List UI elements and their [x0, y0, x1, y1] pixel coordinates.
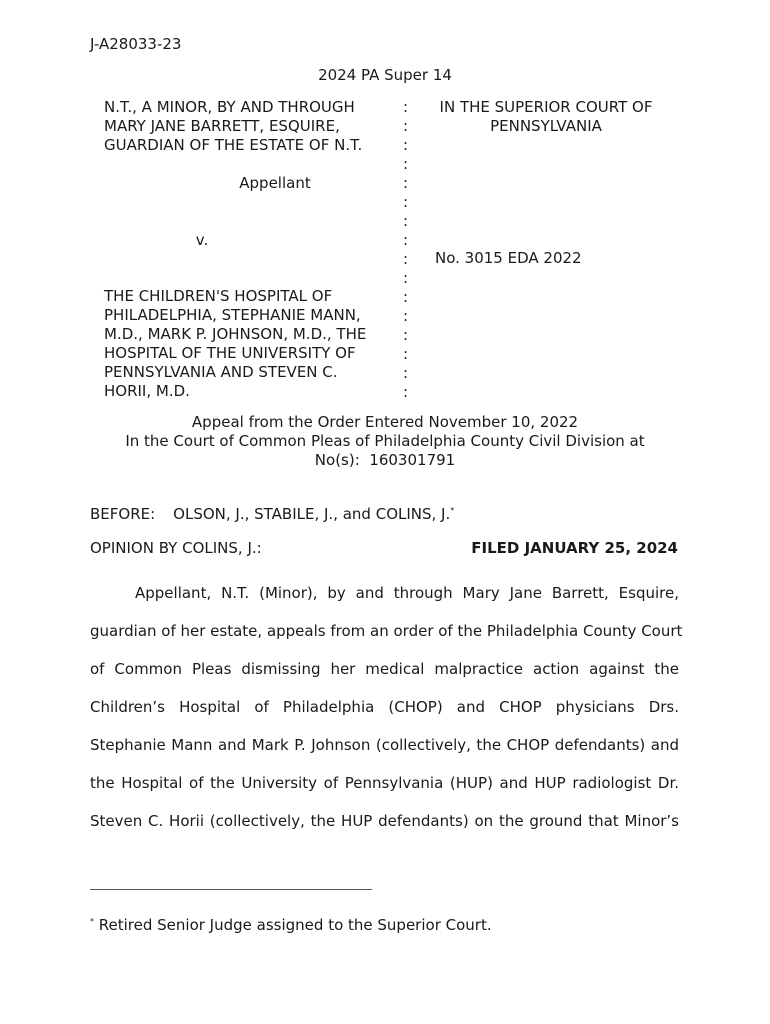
separator: : — [403, 155, 409, 173]
appeal-line: No(s): 160301791 — [314, 451, 456, 469]
body-line: of Common Pleas dismissing her medical malpractice action against the — [90, 660, 679, 678]
appeal-info — [0, 413, 770, 470]
before-label: BEFORE: — [90, 505, 156, 523]
footnote-marker: * — [90, 917, 94, 926]
appellee-caption — [104, 287, 366, 401]
appellant-line: N.T., A MINOR, BY AND THROUGH — [104, 98, 355, 116]
separator: : — [403, 364, 409, 382]
opinion-author: OPINION BY COLINS, J.: — [90, 539, 262, 557]
separator: : — [403, 288, 409, 306]
panel-line — [90, 501, 454, 524]
body-line: Stephanie Mann and Mark P. Johnson (collectively, the CHOP defendants) and — [90, 736, 679, 754]
appellee-line: THE CHILDREN'S HOSPITAL OF — [104, 287, 333, 305]
appeal-line: In the Court of Common Pleas of Philadelphia County Civil Division at — [125, 432, 645, 450]
body-line: Appellant, N.T. (Minor), by and through Mary Jane Barrett, Esquire, — [135, 584, 679, 602]
separator: : — [403, 326, 409, 344]
body-line: Steven C. Horii (collectively, the HUP defendants) on the ground that Minor’s — [90, 812, 679, 830]
appellee-line: HOSPITAL OF THE UNIVERSITY OF — [104, 344, 356, 362]
separator: : — [403, 231, 409, 249]
separator: : — [403, 174, 409, 192]
separator: : — [403, 117, 409, 135]
caption-separator-column — [403, 98, 408, 402]
versus-label: v. — [195, 231, 209, 249]
court-line: PENNSYLVANIA — [490, 117, 602, 135]
filed-date: FILED JANUARY 25, 2024 — [471, 539, 678, 557]
appellant-caption — [104, 98, 362, 155]
separator: : — [403, 269, 409, 287]
separator: : — [403, 136, 409, 154]
appellee-line: M.D., MARK P. JOHNSON, M.D., THE — [104, 325, 367, 343]
court-name — [435, 98, 657, 136]
appellee-line: PENNSYLVANIA AND STEVEN C. — [104, 363, 338, 381]
separator: : — [403, 383, 409, 401]
case-citation: 2024 PA Super 14 — [318, 66, 452, 84]
separator: : — [403, 212, 409, 230]
docket-number: No. 3015 EDA 2022 — [435, 249, 582, 267]
docket-id: J-A28033-23 — [90, 35, 182, 53]
appellee-line: HORII, M.D. — [104, 382, 190, 400]
separator: : — [403, 250, 409, 268]
appellee-line: PHILADELPHIA, STEPHANIE MANN, — [104, 306, 361, 324]
separator: : — [403, 98, 409, 116]
appellant-line: GUARDIAN OF THE ESTATE OF N.T. — [104, 136, 363, 154]
body-line: guardian of her estate, appeals from an order of the Philadelphia County Court — [90, 622, 683, 640]
footnote-text: Retired Senior Judge assigned to the Superior Court. — [94, 916, 492, 934]
separator: : — [403, 193, 409, 211]
footnote-marker: * — [450, 506, 455, 515]
appellant-role: Appellant — [239, 174, 311, 192]
court-line: IN THE SUPERIOR COURT OF — [439, 98, 653, 116]
separator: : — [403, 345, 409, 363]
body-line: the Hospital of the University of Pennsylvania (HUP) and HUP radiologist Dr. — [90, 774, 679, 792]
body-line: Children’s Hospital of Philadelphia (CHOP) and CHOP physicians Drs. — [90, 698, 679, 716]
opinion-body — [90, 574, 683, 840]
appeal-line: Appeal from the Order Entered November 10, 2022 — [191, 413, 579, 431]
panel-judges: OLSON, J., STABILE, J., and COLINS, J. — [173, 505, 451, 523]
footnote-divider — [90, 889, 372, 890]
separator: : — [403, 307, 409, 325]
appellant-line: MARY JANE BARRETT, ESQUIRE, — [104, 117, 340, 135]
footnote — [90, 912, 492, 935]
